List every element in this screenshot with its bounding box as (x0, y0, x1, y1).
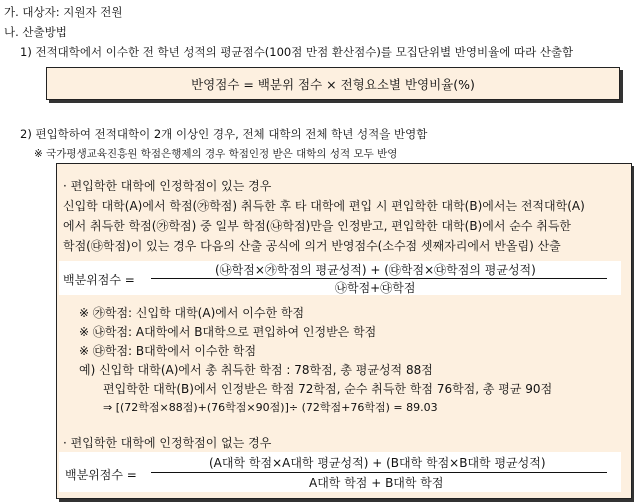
case1-note-c: ※ ㉰학점: B대학에서 이수한 학점 (79, 344, 257, 358)
case1-para1: 신입학 대학(A)에서 학점(㉮학점) 취득한 후 타 대학에 편입 시 편입학한 대학(B)에서는 전적대학(A) (63, 199, 585, 213)
case1-heading: · 편입학한 대학에 인정학점이 있는 경우 (63, 179, 272, 193)
case1-example-1: 예) 신입학 대학(A)에서 총 취득한 학점 : 78학점, 총 평균성적 88점 (79, 363, 433, 377)
case2-formula-denominator: A대학 학점 + B대학 학점 (309, 476, 444, 490)
main-formula-box (46, 67, 620, 100)
case1-example-2: 편입학한 대학(B)에서 인정받은 학점 72학점, 순수 취득한 학점 76학점, 총 평균 90점 (103, 382, 553, 396)
case1-formula-box (59, 261, 621, 295)
case1-para2: 에서 취득한 학점(㉮학점) 중 일부 학점(㉯학점)만을 인정받고, 편입학한 대학(B)에서 순수 취득한 (63, 219, 572, 233)
case1-formula-denominator: ㉯학점+㉰학점 (335, 281, 416, 295)
section-ga: 가. 대상자: 지원자 전원 (4, 5, 123, 19)
case1-example-3: ⇒ [(72학점×88점)+(76학점×90점)]÷ (72학점+76학점) = 89.03 (103, 401, 438, 414)
case2-fraction-bar (151, 472, 607, 473)
note-credit-bank: ※ 국가평생교육진흥원 학점은행제의 경우 학점인정 받은 대학의 성적 모두 반영 (34, 148, 398, 160)
case2-formula-label: 백분위점수 = (65, 468, 137, 482)
main-formula: 반영점수 = 백분위 점수 × 전형요소별 반영비율(%) (191, 76, 475, 92)
case2-formula-numerator: (A대학 학점×A대학 평균성적) + (B대학 학점×B대학 평균성적) (209, 456, 546, 470)
case1-para3: 학점(㉰학점)이 있는 경우 다음의 산출 공식에 의거 반영점수(소수점 셋째자리에서 반올림) 산출 (63, 239, 561, 253)
case1-note-a: ※ ㉮학점: 신입학 대학(A)에서 이수한 학점 (79, 306, 305, 320)
item-1: 1) 전적대학에서 이수한 전 학년 성적의 평균점수(100점 만점 환산점수)를 모집단위별 반영비율에 따라 산출함 (20, 45, 574, 59)
case2-formula-box (59, 452, 621, 492)
calculation-panel (56, 163, 632, 499)
case1-note-b: ※ ㉯학점: A대학에서 B대학으로 편입하여 인정받은 학점 (79, 325, 377, 339)
section-na: 나. 산출방법 (4, 25, 67, 39)
case1-formula-label: 백분위점수 = (63, 273, 135, 287)
case2-heading: · 편입학한 대학에 인정학점이 없는 경우 (63, 436, 272, 450)
case1-formula-numerator: (㉯학점×㉮학점의 평균성적) + (㉰학점×㉰학점의 평균성적) (215, 263, 536, 277)
item-2: 2) 편입학하여 전적대학이 2개 이상인 경우, 전체 대학의 전체 학년 성적을 반영함 (20, 127, 428, 141)
